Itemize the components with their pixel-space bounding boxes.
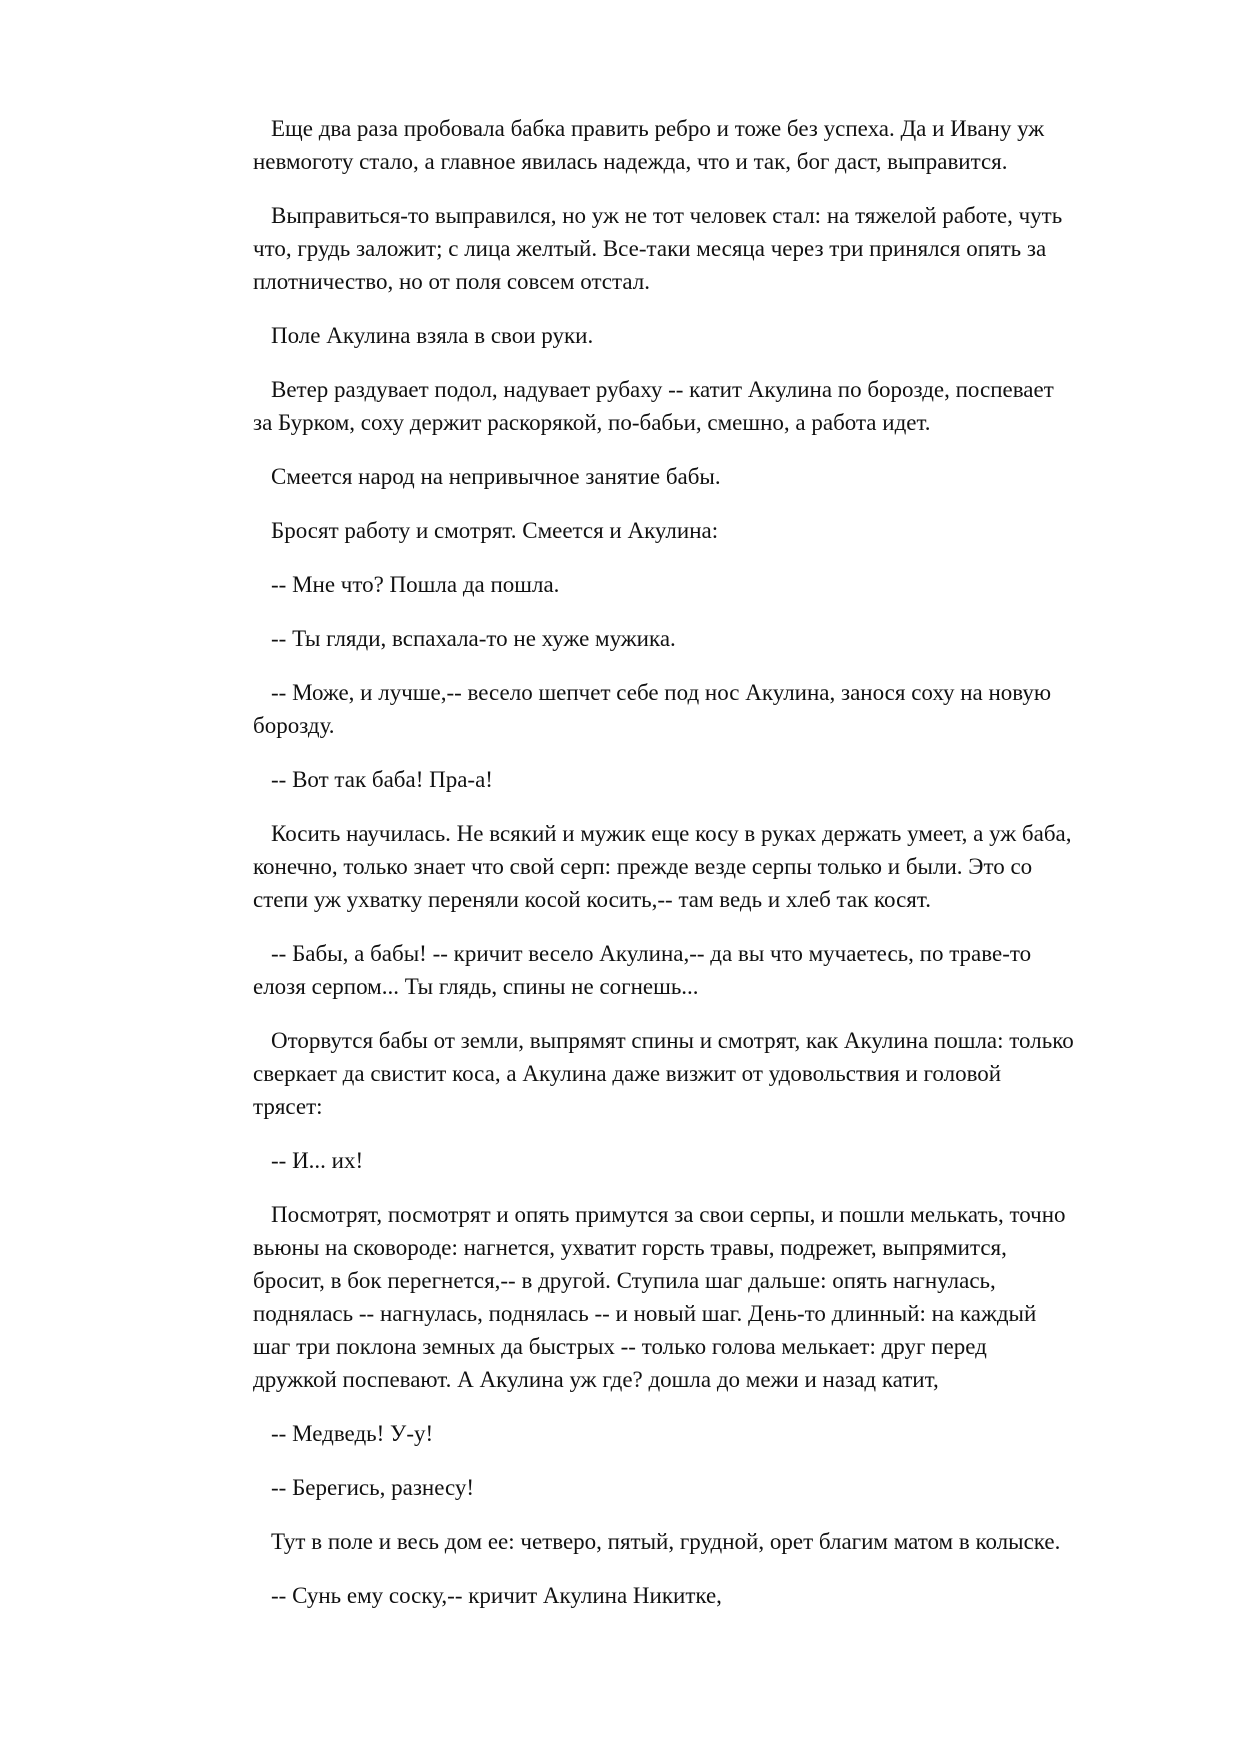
text-line: -- Берегись, разнесу! xyxy=(271,1475,475,1500)
text-line: -- Медведь! У-у! xyxy=(271,1421,434,1446)
paragraph xyxy=(253,199,1153,298)
text-line: шаг три поклона земных да быстрых -- только голова мелькает: друг перед xyxy=(253,1334,987,1359)
paragraph xyxy=(253,1579,1153,1612)
text-line: за Бурком, соху держит раскорякой, по-бабьи, смешно, а работа идет. xyxy=(253,410,931,435)
paragraph xyxy=(253,763,1153,796)
text-line: поднялась -- нагнулась, поднялась -- и новый шаг. День-то длинный: на каждый xyxy=(253,1301,1037,1326)
text-line: Поле Акулина взяла в свои руки. xyxy=(271,323,594,348)
paragraph xyxy=(253,622,1153,655)
text-line: -- Ты гляди, вспахала-то не хуже мужика. xyxy=(271,626,676,651)
paragraph xyxy=(253,460,1153,493)
paragraph xyxy=(253,937,1153,1003)
paragraph xyxy=(253,676,1153,742)
text-line: конечно, только знает что свой серп: прежде везде серпы только и были. Это со xyxy=(253,854,1033,879)
text-line: трясет: xyxy=(253,1094,323,1119)
paragraph xyxy=(253,514,1153,547)
text-line: -- И... их! xyxy=(271,1148,364,1173)
paragraph xyxy=(253,1525,1153,1558)
text-line: Бросят работу и смотрят. Смеется и Акулина: xyxy=(271,518,719,543)
text-line: бросит, в бок перегнется,-- в другой. Ступила шаг дальше: опять нагнулась, xyxy=(253,1268,996,1293)
text-line: Еще два раза пробовала бабка править ребро и тоже без успеха. Да и Ивану уж xyxy=(271,116,1045,141)
text-line: -- Сунь ему соску,-- кричит Акулина Никитке, xyxy=(271,1583,722,1608)
text-line: сверкает да свистит коса, а Акулина даже визжит от удовольствия и головой xyxy=(253,1061,1002,1086)
text-line: что, грудь заложит; с лица желтый. Все-таки месяца через три принялся опять за xyxy=(253,236,1047,261)
text-line: -- Вот так баба! Пра-а! xyxy=(271,767,493,792)
paragraph xyxy=(253,568,1153,601)
text-line: -- Мне что? Пошла да пошла. xyxy=(271,572,560,597)
text-line: -- Може, и лучше,-- весело шепчет себе под нос Акулина, занося соху на новую xyxy=(271,680,1052,705)
text-line: -- Бабы, а бабы! -- кричит весело Акулина,-- да вы что мучаетесь, по траве-то xyxy=(271,941,1032,966)
text-line: Косить научилась. Не всякий и мужик еще косу в руках держать умеет, а уж баба, xyxy=(271,821,1072,846)
paragraph xyxy=(253,373,1153,439)
paragraph xyxy=(253,817,1153,916)
paragraph xyxy=(253,319,1153,352)
text-line: Ветер раздувает подол, надувает рубаху -- катит Акулина по борозде, поспевает xyxy=(271,377,1054,402)
text-column xyxy=(253,112,1153,1633)
text-line: Посмотрят, посмотрят и опять примутся за свои серпы, и пошли мелькать, точно xyxy=(271,1202,1066,1227)
text-line: Смеется народ на непривычное занятие бабы. xyxy=(271,464,721,489)
paragraph xyxy=(253,1417,1153,1450)
paragraph xyxy=(253,1024,1153,1123)
paragraph xyxy=(253,1198,1153,1396)
text-line: дружкой поспевают. А Акулина уж где? дошла до межи и назад катит, xyxy=(253,1367,939,1392)
text-line: елозя серпом... Ты глядь, спины не согнешь... xyxy=(253,974,699,999)
paragraph xyxy=(253,1144,1153,1177)
text-line: вьюны на сковороде: нагнется, ухватит горсть травы, подрежет, выпрямится, xyxy=(253,1235,1007,1260)
paragraph xyxy=(253,1471,1153,1504)
text-line: борозду. xyxy=(253,713,335,738)
paragraph xyxy=(253,112,1153,178)
text-line: невмоготу стало, а главное явилась надежда, что и так, бог даст, выправится. xyxy=(253,149,1008,174)
text-line: Оторвутся бабы от земли, выпрямят спины и смотрят, как Акулина пошла: только xyxy=(271,1028,1074,1053)
text-line: Тут в поле и весь дом ее: четверо, пятый, грудной, орет благим матом в колыске. xyxy=(271,1529,1061,1554)
text-line: плотничество, но от поля совсем отстал. xyxy=(253,269,650,294)
text-line: степи уж ухватку переняли косой косить,-- там ведь и хлеб так косят. xyxy=(253,887,931,912)
text-line: Выправиться-то выправился, но уж не тот человек стал: на тяжелой работе, чуть xyxy=(271,203,1063,228)
